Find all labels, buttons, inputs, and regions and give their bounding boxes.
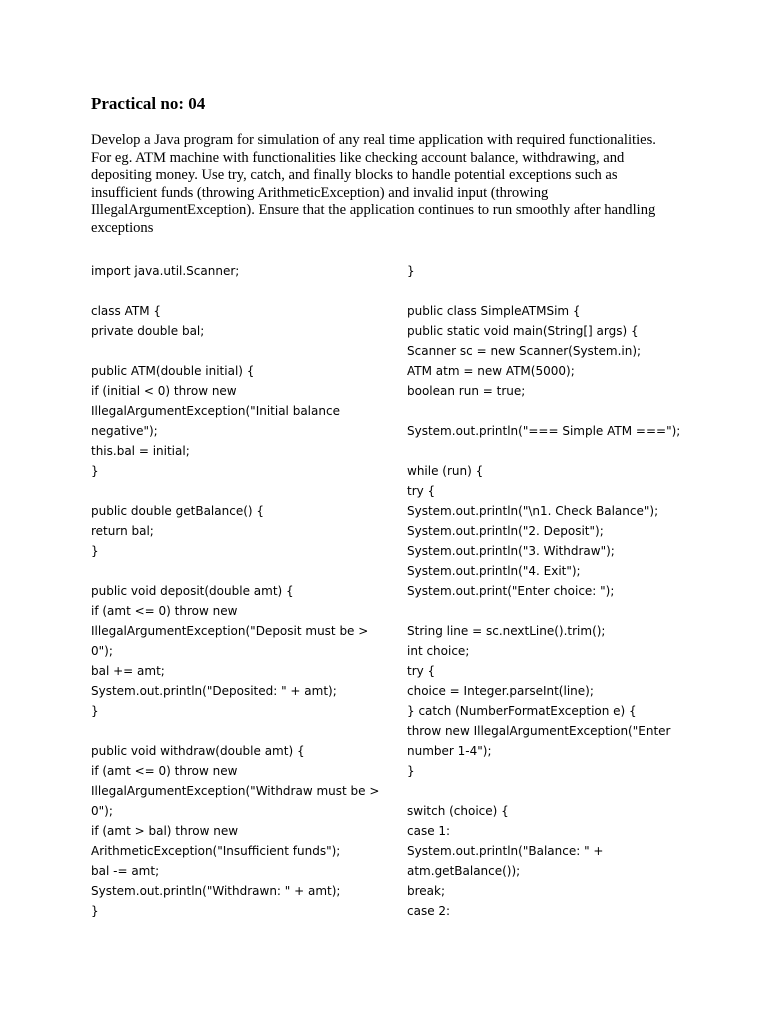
code-line: while (run) { — [407, 464, 484, 478]
code-line — [91, 481, 391, 501]
code-line: } — [407, 764, 415, 778]
code-line: return bal; — [91, 524, 154, 538]
code-line: import java.util.Scanner; — [91, 264, 240, 278]
code-line: public void deposit(double amt) { — [91, 584, 294, 598]
code-line: Scanner sc = new Scanner(System.in); — [407, 344, 642, 358]
code-line: switch (choice) { — [407, 804, 509, 818]
code-line: } catch (NumberFormatException e) { — [407, 704, 637, 718]
code-line: public double getBalance() { — [91, 504, 265, 518]
code-line: if (amt > bal) throw new — [91, 824, 239, 838]
code-line — [91, 281, 391, 301]
task-line: For eg. ATM machine with functionalities like checking account balance, withdrawing, and — [91, 149, 625, 166]
code-line: public class SimpleATMSim { — [407, 304, 581, 318]
code-line: System.out.println("4. Exit"); — [407, 564, 581, 578]
code-line: bal += amt; — [91, 664, 165, 678]
code-column-right — [407, 261, 707, 921]
code-line — [407, 601, 707, 621]
code-line: if (amt <= 0) throw new — [91, 604, 238, 618]
code-column-left — [91, 261, 391, 921]
task-description — [91, 132, 681, 238]
code-line: System.out.println("Withdrawn: " + amt); — [91, 884, 341, 898]
code-line: ATM atm = new ATM(5000); — [407, 364, 575, 378]
code-line: 0"); — [91, 644, 113, 658]
code-line: System.out.println("Balance: " + — [407, 844, 604, 858]
code-line: IllegalArgumentException("Withdraw must be > — [91, 784, 380, 798]
code-line: public ATM(double initial) { — [91, 364, 255, 378]
code-line: try { — [407, 484, 436, 498]
task-line: depositing money. Use try, catch, and finally blocks to handle potential exceptions such as — [91, 167, 618, 184]
code-line — [91, 721, 391, 741]
code-line: ArithmeticException("Insufficient funds"); — [91, 844, 341, 858]
code-line: public void withdraw(double amt) { — [91, 744, 305, 758]
code-line: break; — [407, 884, 446, 898]
code-line: } — [91, 704, 99, 718]
code-line — [91, 341, 391, 361]
code-line: throw new IllegalArgumentException("Enter — [407, 724, 671, 738]
code-line: 0"); — [91, 804, 113, 818]
task-line: IllegalArgumentException). Ensure that the application continues to run smoothly after handling — [91, 202, 656, 219]
code-line: IllegalArgumentException("Deposit must be > — [91, 624, 369, 638]
task-line: Develop a Java program for simulation of any real time application with required functionalities. — [91, 132, 656, 148]
code-line: try { — [407, 664, 436, 678]
code-line: atm.getBalance()); — [407, 864, 521, 878]
code-line — [407, 401, 707, 421]
code-line: System.out.println("=== Simple ATM ==="); — [407, 424, 681, 438]
code-line: System.out.println("Deposited: " + amt); — [91, 684, 337, 698]
task-line: exceptions — [91, 219, 154, 236]
code-line: case 2: — [407, 904, 451, 918]
code-line: } — [91, 904, 99, 918]
code-line: System.out.println("3. Withdraw"); — [407, 544, 615, 558]
code-line: IllegalArgumentException("Initial balance — [91, 404, 340, 418]
task-line: insufficient funds (throwing ArithmeticException) and invalid input (throwing — [91, 184, 549, 201]
code-line: this.bal = initial; — [91, 444, 190, 458]
code-line: System.out.print("Enter choice: "); — [407, 584, 615, 598]
page-title: Practical no: 04 — [91, 94, 206, 113]
code-line: negative"); — [91, 424, 158, 438]
code-line: bal -= amt; — [91, 864, 160, 878]
code-line: } — [91, 464, 99, 478]
code-line: System.out.println("\n1. Check Balance"); — [407, 504, 659, 518]
code-line — [407, 441, 707, 461]
code-line: } — [91, 544, 99, 558]
code-line: private double bal; — [91, 324, 205, 338]
code-line: if (initial < 0) throw new — [91, 384, 237, 398]
code-line: int choice; — [407, 644, 470, 658]
code-line: } — [407, 264, 415, 278]
code-line: class ATM { — [91, 304, 162, 318]
code-line — [407, 781, 707, 801]
code-line — [91, 561, 391, 581]
code-line: boolean run = true; — [407, 384, 526, 398]
code-line: System.out.println("2. Deposit"); — [407, 524, 604, 538]
code-line: public static void main(String[] args) { — [407, 324, 639, 338]
code-line: case 1: — [407, 824, 451, 838]
code-line — [407, 281, 707, 301]
code-line: number 1-4"); — [407, 744, 492, 758]
code-line: choice = Integer.parseInt(line); — [407, 684, 594, 698]
code-line: if (amt <= 0) throw new — [91, 764, 238, 778]
code-line: String line = sc.nextLine().trim(); — [407, 624, 606, 638]
